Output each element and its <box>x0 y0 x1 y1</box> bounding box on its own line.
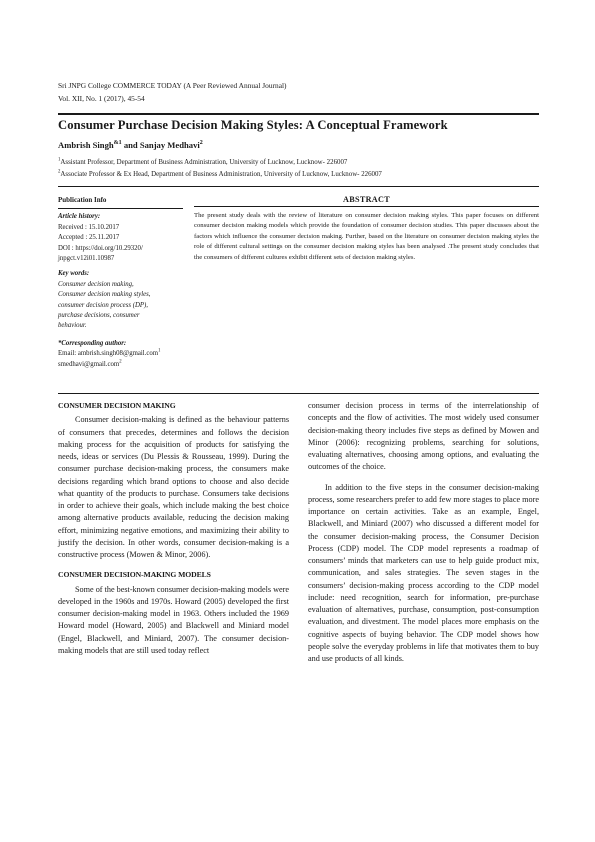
author-2: Sanjay Medhavi <box>139 140 200 150</box>
paragraph: Some of the best-known consumer decision-making models were developed in the 1960s and 1970s. Howard (2005) developed the first consumer decision-making model in 1963. Others included the 1969 Howard model (Howard, 2005) and Blackwell and Miniard model (Engel, Blackwell, and Miniard, 2007). The consumer decision-making models that are still used today reflect <box>58 584 289 655</box>
abstract-text: The present study deals with the review of literature on consumer decision making styles. This paper focuses on different consumer decision making models which provide the foundation of consumer decision studies. This paper discusses about the factors which influence the consumer decision making. Further, based on the literature on consumer decision making styles the role of different cultural settings on the consumer decision making styles has been analysed .The present study concludes that the consumers of different cultures exhibit different sets of decision making styles. <box>194 212 539 261</box>
article-history-block <box>58 208 183 370</box>
affiliation-1-marker: 1 <box>58 157 61 163</box>
affiliation-2-text: Associate Professor & Ex Head, Department of Business Administration, University of Lucknow, Lucknow- 226007 <box>60 171 382 178</box>
journal-name: Sri JNPG College COMMERCE TODAY (A Peer Reviewed Annual Journal) <box>58 81 287 90</box>
affiliation-2 <box>58 171 539 178</box>
keyword-line: Consumer decision making, <box>58 280 134 288</box>
publication-info <box>58 195 183 370</box>
journal-header <box>58 80 538 105</box>
author-2-marker: 2 <box>199 140 203 147</box>
keyword-line: behaviour. <box>58 322 87 330</box>
affiliation-1 <box>58 159 539 166</box>
paragraph: In addition to the five steps in the consumer decision-making process, some researchers prefer to add few more stages to place more importance on certain activities. Take as an example, Engel, Blackwell, and Miniard (2007) who discussed a different model for the consumer decision-making process, the Consumer Decision Process (CDP) model. The CDP model represents a roadmap of consumers’ minds that marketers can use to help guide product mix, communication, and sales strategies. The seven stages in the consumers’ decision-making process according to the CDP model include: need recognition, search for information, pre-purchase evaluation of alternatives, purchase, consumption, post-consumption evaluation, and divestment. The model places more emphasis on the cognitive aspects of buying behavior. The CDP model shows how people solve the everyday problems in life that motivates them to buy and use products of all kinds. <box>308 482 539 663</box>
corresponding-author-label: *Corresponding author: <box>58 339 127 347</box>
email-1-marker: 1 <box>158 349 161 355</box>
email-2-marker: 2 <box>119 359 122 365</box>
email-2[interactable]: smedhavi@gmail.com <box>58 360 120 368</box>
abstract-heading: ABSTRACT <box>343 195 390 204</box>
email-line-1[interactable] <box>58 349 183 359</box>
author-conjunction: and <box>121 140 140 150</box>
keyword-line: Consumer decision making styles, <box>58 291 151 299</box>
affiliation-2-marker: 2 <box>58 169 61 175</box>
authors-line <box>58 140 203 150</box>
body-column-right <box>308 400 539 665</box>
article-history-label: Article history: <box>58 213 101 221</box>
keywords-label: Key words: <box>58 270 90 278</box>
email-line-2[interactable] <box>58 360 183 370</box>
publication-info-heading: Publication Info <box>58 196 107 204</box>
article-title: Consumer Purchase Decision Making Styles: A Conceptual Framework <box>58 118 448 132</box>
accepted-date: Accepted : 25.11.2017 <box>58 234 120 242</box>
email-1[interactable]: Email: ambrish.singh08@gmail.com <box>58 350 159 358</box>
doi-line-2[interactable]: jnpgct.v12i01.10987 <box>58 255 115 263</box>
paragraph: consumer decision process in terms of the interrelationship of concepts and the flow of activities. The most widely used consumer decision-making theory includes five steps as defined by Mowen and Minor (2006): recognizing problems, searching for solutions, evaluating alternatives, choosing among options, and evaluating the outcomes of the choice. <box>308 401 539 472</box>
header-divider <box>58 186 539 187</box>
section-heading: CONSUMER DECISION MAKING <box>58 401 176 410</box>
keyword-line: purchase decisions, consumer <box>58 312 140 320</box>
paragraph: Consumer decision-making is defined as the behaviour patterns of consumers that precedes, determines and follows the decision making process for the acquisition of products for satisfying the needs, ideas or services (Du Plessis & Rousseau, 1999). During the consumer purchase decision-making process, the consumers make decisions regarding which brand options to choose and also decide what quantity of the products to purchase. Consumers take decisions in order to achieve their goals, which include making the best choice among alternative products available, reducing the decision making effort, minimizing negative emotions, and maximizing their ability to justify the decision. In other words, consumer decision-making is a constructive process (Mowen & Minor, 2006). <box>58 415 289 559</box>
body-column-left <box>58 400 289 657</box>
journal-volume: Vol. XII, No. 1 (2017), 45-54 <box>58 93 145 103</box>
top-rule <box>58 113 539 115</box>
affiliation-1-text: Assistant Professor, Department of Business Administration, University of Lucknow, Lucknow- 226007 <box>60 159 348 166</box>
author-1: Ambrish Singh <box>58 140 114 150</box>
abstract-rule <box>194 206 539 207</box>
section-heading: CONSUMER DECISION-MAKING MODELS <box>58 570 211 580</box>
keyword-line: consumer decision process (DP), <box>58 301 148 309</box>
received-date: Received : 15.10.2017 <box>58 223 120 231</box>
author-1-marker: &1 <box>113 140 122 147</box>
doi-line-1[interactable]: DOI : https://doi.org/10.29320/ <box>58 244 143 252</box>
body-divider <box>58 393 539 394</box>
